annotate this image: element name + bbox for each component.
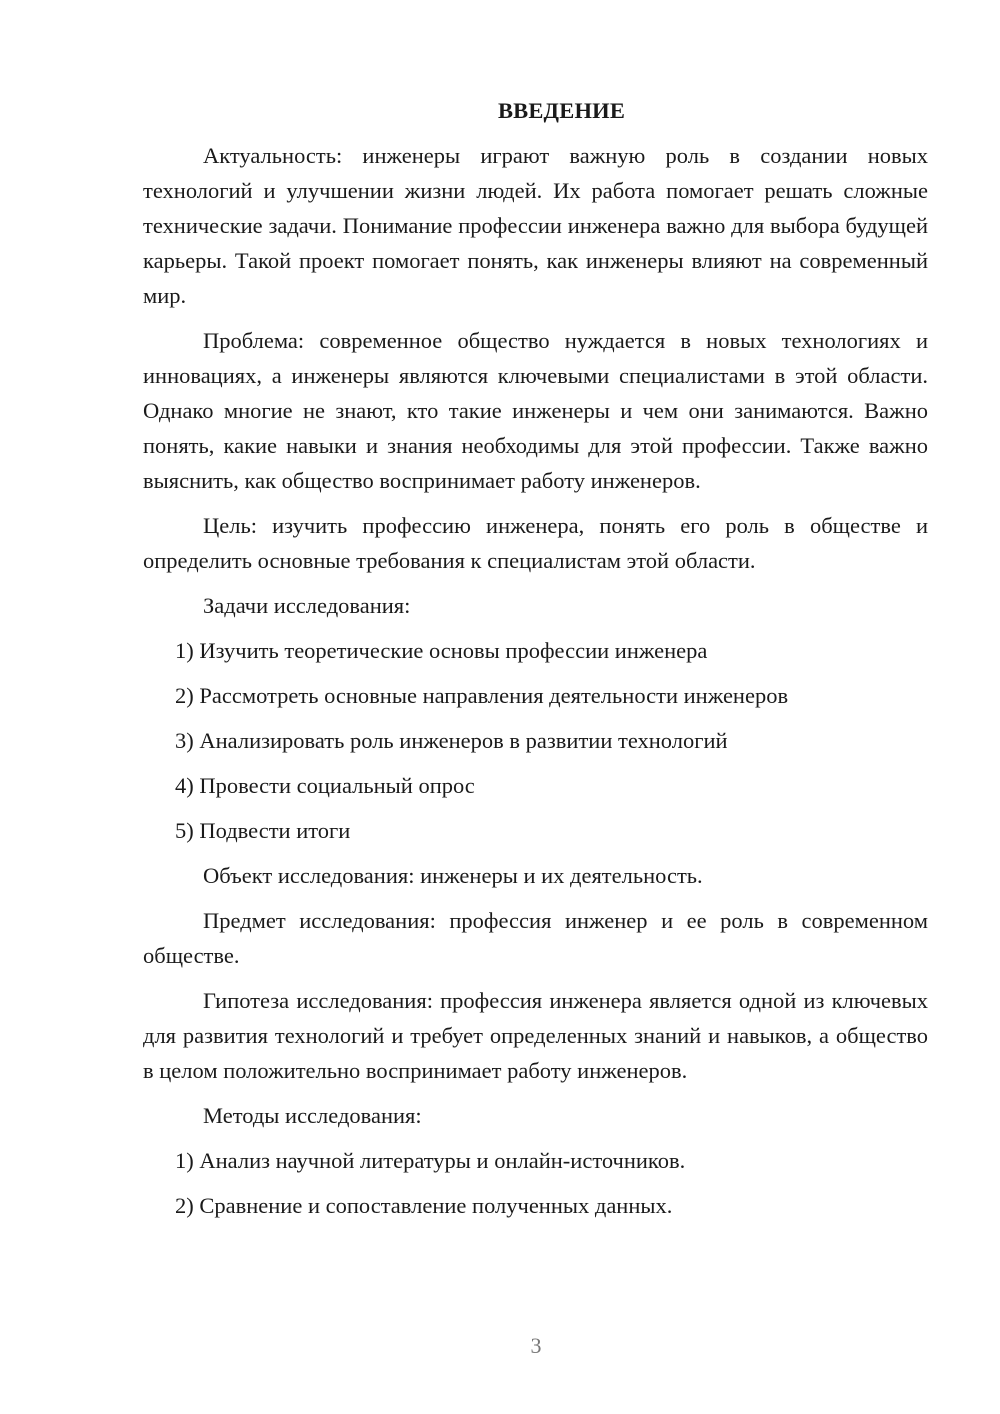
list-item: 5) Подвести итоги bbox=[175, 818, 351, 843]
list-item: 1) Анализ научной литературы и онлайн-источников. bbox=[175, 1148, 686, 1173]
problem-paragraph: Проблема: современное общество нуждается в новых технологиях и инновациях, а инженеры являются ключевыми специалистами в этой области. Однако многие не знают, кто такие инженеры и чем они занимаются. Важно понять, какие навыки и знания необходимы для этой профессии. Также важно выяснить, как общество воспринимает работу инженеров. bbox=[143, 328, 928, 493]
page-title: ВВЕДЕНИЕ bbox=[497, 98, 626, 123]
page-number: 3 bbox=[530, 1333, 542, 1358]
hypothesis-paragraph: Гипотеза исследования: профессия инженера является одной из ключевых для развития технологий и требует определенных знаний и навыков, а общество в целом положительно воспринимает работу инженеров. bbox=[143, 988, 928, 1083]
tasks-list bbox=[143, 633, 928, 848]
subject-paragraph: Предмет исследования: профессия инженер и ее роль в современном обществе. bbox=[143, 908, 928, 968]
list-item: 3) Анализировать роль инженеров в развитии технологий bbox=[175, 728, 728, 753]
tasks-heading: Задачи исследования: bbox=[203, 593, 411, 618]
goal-paragraph: Цель: изучить профессию инженера, понять его роль в обществе и определить основные требования к специалистам этой области. bbox=[143, 513, 928, 573]
list-item: 4) Провести социальный опрос bbox=[175, 773, 475, 798]
list-item: 2) Сравнение и сопоставление полученных данных. bbox=[175, 1193, 673, 1218]
methods-list bbox=[143, 1143, 928, 1223]
list-item: 1) Изучить теоретические основы профессии инженера bbox=[175, 638, 708, 663]
object-paragraph: Объект исследования: инженеры и их деятельность. bbox=[203, 863, 703, 888]
methods-heading: Методы исследования: bbox=[203, 1103, 422, 1128]
document-page bbox=[143, 96, 928, 1233]
list-item: 2) Рассмотреть основные направления деятельности инженеров bbox=[175, 683, 789, 708]
relevance-paragraph: Актуальность: инженеры играют важную роль в создании новых технологий и улучшении жизни людей. Их работа помогает решать сложные технические задачи. Понимание профессии инженера важно для выбора будущей карьеры. Такой проект помогает понять, как инженеры влияют на современный мир. bbox=[143, 143, 928, 308]
